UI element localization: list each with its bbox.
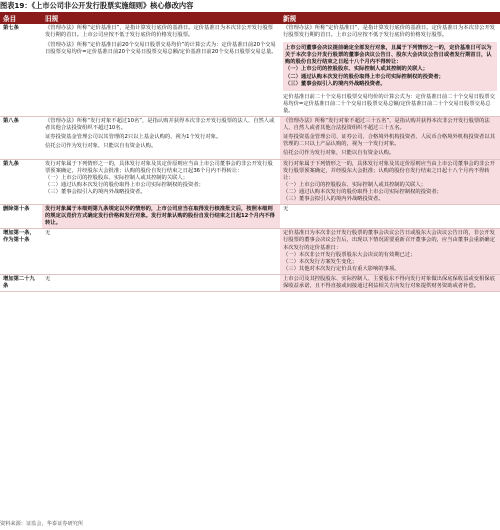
row-label: 第八条	[0, 117, 42, 159]
old-cell	[42, 205, 280, 229]
new-cell	[280, 117, 500, 159]
old-text: 证券投资基金管理公司以其管理的2只以上基金认购的，视为1个发行对象。	[45, 134, 222, 141]
table-row	[0, 205, 500, 229]
source-note: 资料来源：证监会，华泰证券研究所	[0, 521, 84, 527]
row-label: 第九条	[0, 159, 42, 205]
new-cell	[280, 159, 500, 205]
new-cell	[280, 274, 500, 291]
new-text: 定价基准日前二十个交易日股票交易均价的计算公式为：定价基准日前二十个交易日股票交易均价=定价基准日前二十个交易日股票交易总额/定价基准日前二十个交易日股票交易总量。	[283, 93, 495, 114]
new-text: 定价基准日为本次非公开发行股票的董事会决议公告日或股东大会决议公告日的，非公开发行股票的董事会决议公告后，出现以下情况需要重新召开董事会的，应当由董事会重新确定本次发行的定价基准日：	[283, 230, 495, 251]
header-new: 新规	[280, 12, 500, 24]
old-list-item: （三）董事会拟引入的境内外战略投资者。	[45, 188, 146, 195]
old-text: 《管理办法》所称“发行对象不超过10名”，是指认购并获得本次非公开发行股票的法人、自然人或者其他合法投资组织不超过10名。	[45, 118, 275, 132]
new-text: 《管理办法》所称“发行对象不超过三十五名”，是指认购并获得本次非公开发行股票的法人、自然人或者其他合法投资组织不超过三十五名。	[283, 118, 490, 132]
old-text: 无	[45, 275, 51, 282]
new-text: 《管理办法》所称“定价基准日”，是指计算发行底价的基准日。定价基准日为本次非公开发行股票发行期的首日。上市公司应按不低于发行底价的价格发行股票。	[283, 25, 496, 39]
row-label: 增加第一条，作为第十条	[0, 229, 42, 275]
old-text: 发行对象属于下列情形之一的，具体发行对象及其定价原则应当由上市公司董事会的非公开发行股票预案确定，并经股东大会批准；认购的股份自发行结束之日起36个月内不得转让：	[45, 160, 273, 174]
new-cell	[280, 24, 500, 117]
old-text: 《管理办法》所称“定价基准日”，是指计算发行底价的基准日。定价基准日为本次非公开发行股票发行期的首日。上市公司应按不低于发行底价的价格发行股票。	[45, 25, 273, 39]
new-text-highlight: 上市公司董事会决议提前确定全部发行对象，且属于下列情形之一的，定价基准日可以为关于本次非公开发行股票的董事会决议公告日、股东大会决议公告日或者发行期首日，认购的股份自发行结束之日起十八个月内不得转让：	[285, 45, 492, 66]
new-text: 证券投资基金管理公司、证券公司、合格境外机构投资者、人民币合格境外机构投资者以其管理的二只以上产品认购的，视为一个发行对象。	[283, 134, 495, 148]
new-cell	[280, 229, 500, 275]
new-list-item: （二）通过认购本次发行的股份取得上市公司实际控制权的投资者；	[285, 73, 444, 80]
header-old: 旧规	[42, 12, 280, 24]
table-row	[0, 159, 500, 205]
table-header-row	[0, 12, 500, 24]
new-list-item: （二）通过认购本次发行的股份取得上市公司实际控制权的投资者；	[283, 188, 442, 195]
header-clause: 条目	[0, 12, 42, 24]
old-list-item: （二）通过认购本次发行的股份取得上市公司实际控制权的投资者；	[45, 181, 204, 188]
table-row	[0, 24, 500, 117]
figure-title: 图表19：《上市公司非公开发行股票实施细则》核心修改内容	[0, 1, 194, 10]
new-text: 上市公司及其控股股东、实际控制人、主要股东不得向发行对象做出保底保收益或变相保底保收益承诺，且不得直接或间接通过利益相关方向发行对象提供财务资助或者补偿。	[283, 275, 495, 289]
new-text: 信托公司作为发行对象，只能以自有资金认购。	[283, 150, 395, 157]
new-cell	[280, 205, 500, 229]
row-label: 第七条	[0, 24, 42, 117]
old-cell	[42, 159, 280, 205]
old-cell	[42, 117, 280, 159]
new-list-item: （三）董事会拟引入的境内外战略投资者。	[283, 195, 384, 202]
row-label: 增加第二十九条	[0, 274, 42, 291]
highlight-block	[283, 42, 497, 91]
new-list-item: （一）上市公司的控股股东、实际控制人或其控制的关联人；	[285, 66, 429, 73]
table-row	[0, 117, 500, 159]
new-text: 无	[283, 206, 289, 213]
old-text: 发行对象属于本细则第九条规定以外的情形的，上市公司应当在取得发行核准批文后，按照本细则的规定以竞价方式确定发行价格和发行对象。发行对象认购的股份自发行结束之日起12个月内不得转让。	[45, 206, 275, 227]
new-text: 发行对象属于下列情形之一的，具体发行对象及其定价原则应当由上市公司董事会的非公开发行股票预案确定，并经股东大会批准；认购的股份自发行结束之日起十八个月内不得转让：	[283, 160, 495, 181]
table-row	[0, 274, 500, 291]
table-row	[0, 229, 500, 275]
new-list-item: （三）董事会拟引入的境内外战略投资者。	[285, 80, 386, 87]
old-cell	[42, 24, 280, 117]
old-cell	[42, 274, 280, 291]
old-text: 《管理办法》所称“定价基准日前20个交易日股票交易均价”的计算公式为：定价基准日前20个交易日股票交易均价=定价基准日前20个交易日股票交易总额/定价基准日前20个交易日股票交易总量。	[45, 42, 277, 56]
new-list-item: （二）本次发行方案发生变化；	[283, 258, 358, 265]
new-list-item: （一）上市公司的控股股东、实际控制人或其控制的关联人；	[283, 181, 427, 188]
comparison-table	[0, 12, 500, 292]
new-list-item: （一）本次非公开发行股票股东大会决议的有效期已过；	[283, 251, 416, 258]
old-cell	[42, 229, 280, 275]
old-list-item: （一）上市公司的控股股东、实际控制人或其控制的关联人；	[45, 174, 189, 181]
old-text: 信托公司作为发行对象，只能以自有资金认购。	[45, 143, 157, 150]
row-label: 删除第十条	[0, 205, 42, 229]
new-list-item: （三）其他对本次发行定价具有重大影响的事项。	[283, 265, 400, 272]
old-text: 无	[45, 230, 51, 237]
